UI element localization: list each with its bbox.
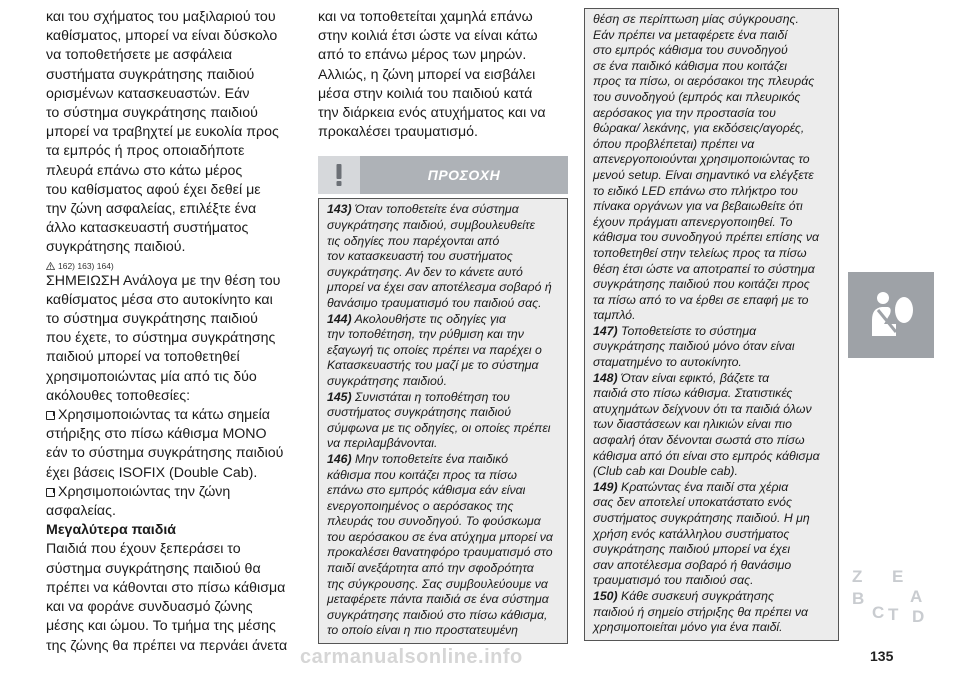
checkbox-bullet-icon [46,488,55,497]
caution-number: 148) [593,370,618,385]
bullet-item-isofix [46,406,308,483]
text-line-content: Παιδιά που έχουν ξεπεράσει το [46,541,241,558]
text-line-content: πρέπει να κάθονται στο πίσω κάθισμα [46,579,286,596]
caution-line [593,137,838,153]
text-line-content: πλευρά επάνω στο κάτω μέρος [46,162,243,179]
watermark: carmanualsonline.info [300,646,523,668]
caution-text: παιδιά στο πίσω κάθισμα. Στατιστικές [593,386,793,401]
caution-text: τραυματισμό του παιδιού σας. [593,573,754,588]
caution-line [593,339,838,355]
text-line-content: την ζώνη ασφαλείας, επιλέξτε ένα [46,201,257,218]
caution-line [593,449,838,465]
caution-text: το οποίο είναι η πιο προστατευμένη [327,623,519,638]
caution-title: ΠΡΟΣΟΧΗ [427,167,501,184]
caution-text: θέση έτσι ώστε να αποτραπεί το σύστημα [593,261,815,276]
caution-line [327,249,567,265]
caution-text: σταματημένο το αυτοκίνητο. [593,355,742,370]
text-line-content: προκαλέσει τραυματισμό. [318,124,478,141]
caution-line [327,358,567,374]
caution-text: σύμφωνα με τις οδηγίες, οι οποίες πρέπει [327,420,551,435]
text-line-content: να τοποθετήσετε με ασφάλεια [46,47,233,64]
caution-line [327,234,567,250]
caution-text: Ακολουθήστε τις οδηγίες για [354,311,506,326]
caution-number: 146) [327,451,352,466]
caution-text: κάθισμα που κοιτάζει προς τα πίσω [327,467,517,482]
letter-tab [848,565,934,635]
text-line [46,329,308,348]
tab-letter: B [852,589,865,608]
text-line-content: ακόλουθες τοποθεσίες: [46,387,191,404]
column-3 [584,8,839,641]
tab-letter: T [888,605,899,624]
text-line [46,560,308,579]
text-line [318,104,568,123]
caution-line [593,215,838,231]
caution-text: συστήματος συγκράτησης παιδιού. Η μη [593,511,810,525]
text-line-content: χρησιμοποιώντας μία από τις δύο [46,368,257,385]
caution-line [593,527,838,543]
caution-line [327,545,567,561]
text-line [46,46,308,65]
caution-line [327,468,567,484]
text-line-content: που έχετε, το σύστημα συγκράτησης [46,330,276,347]
caution-line [327,623,567,639]
text-line [46,66,308,85]
caution-text: προς τα πίσω, οι αερόσακοι της πλευράς [593,74,815,89]
text-line-content: συστήματα συγκράτησης παιδιού [46,66,255,83]
reference-numbers: 162) 163) 164) [58,260,114,271]
text-line [318,27,568,46]
caution-line [327,202,567,218]
caution-text: θώρακα/ λεκάνης, για εκδόσεις/αγορές, [593,121,805,136]
caution-line [593,230,838,246]
caution-line [593,277,838,293]
caution-line [593,511,838,527]
text-line-content: Χρησιμοποιώντας τα κάτω σημεία [58,407,270,424]
caution-line [327,374,567,390]
caution-line [327,265,567,281]
text-line-content: Χρησιμοποιώντας την ζώνη [58,483,231,500]
caution-text: παιδιού ή σημείο στήριξης θα πρέπει να [593,604,809,619]
caution-line [327,343,567,359]
tab-letter: C [872,603,885,622]
text-line-content: στήριξης στο πίσω κάθισμα MONO [46,426,267,443]
caution-number: 143) [327,202,352,217]
caution-text: παιδί ανεξάρτητα από την σφοδρότητα [327,561,534,576]
caution-text: Κατασκευαστής του μαζί με το σύστημα [327,358,539,373]
text-line [46,123,308,142]
text-line [46,483,308,502]
caution-line [593,620,838,636]
caution-line [593,402,838,418]
caution-line [593,199,838,215]
text-line [46,502,308,521]
text-line [46,291,308,310]
caution-text: συγκράτησης παιδιού, συμβουλευθείτε [327,218,535,233]
text-line [46,27,308,46]
caution-line [327,483,567,499]
caution-text: εξαγωγή τις οποίες πρέπει να παρέχει ο [327,342,542,357]
caution-text: Τοποθετείστε το σύστημα [621,323,757,338]
text-line-content: παιδιού μπορεί να τοποθετηθεί [46,349,240,366]
text-line [318,8,568,27]
caution-header [318,156,568,194]
checkbox-bullet-icon [46,411,55,420]
tab-letter: A [910,587,923,606]
caution-text: της σύγκρουσης. Σας συμβουλεύουμε να [327,576,548,591]
caution-text: ατυχημάτων δείχνουν ότι τα παιδιά όλων [593,401,812,416]
warning-icon [330,164,348,186]
caution-line [593,293,838,309]
text-line [46,181,308,200]
caution-text: Εάν πρέπει να μεταφέρετε ένα παιδί [593,27,788,42]
caution-text: μεταφέρετε πάντα παιδιά σε ένα σύστημα [327,592,549,607]
caution-line [327,530,567,546]
caution-line [593,28,838,44]
caution-text: μενού setup. Είναι σημαντικό να ελέγξετε [593,167,814,182]
caution-line [327,296,567,312]
text-line [46,200,308,219]
tab-letter: Z [852,567,863,586]
caution-text: κάθισμα από ότι είναι στο εμπρός κάθισμα [593,448,820,463]
section-heading: Μεγαλύτερα παιδιά [46,522,177,539]
caution-line [593,386,838,402]
caution-text: χρήση ενός κατάλληλου συστήματος [593,526,790,541]
text-line-content: σύστημα συγκράτησης παιδιού θα [46,560,261,577]
text-line [46,348,308,367]
caution-text: να περιλαμβάνονται. [327,436,438,451]
caution-line [593,184,838,200]
caution-line [593,324,838,340]
caution-text: Όταν είναι εφικτό, βάζετε τα [621,370,770,385]
caution-number: 144) [327,311,352,326]
caution-text: στο εμπρός κάθισμα του συνοδηγού [593,43,788,58]
text-line-content: μέσα στην κοιλιά του παιδιού κατά [318,85,533,102]
caution-text: θανάσιμο τραυματισμό του παιδιού σας. [327,295,542,310]
caution-line [327,218,567,234]
caution-line [327,312,567,328]
caution-line [593,74,838,90]
text-line [46,310,308,329]
caution-line [593,355,838,371]
text-line [46,238,308,257]
text-line-content: ΣΗΜΕΙΩΣΗ Ανάλογα με την θέση του [46,272,281,289]
caution-line [593,43,838,59]
text-line [318,85,568,104]
caution-text: ασφαλή όταν δένονται σωστά στο πίσω [593,433,805,448]
text-line-content: στην κοιλιά έτσι ώστε να είναι κάτω [318,28,538,45]
caution-line [593,464,838,480]
caution-line [327,561,567,577]
caution-text: Συνιστάται η τοποθέτηση του [355,389,510,404]
text-line [318,123,568,142]
continuation-paragraph [318,8,568,142]
text-line [46,387,308,406]
text-line-content: μέσης και ώμου. Το τμήμα της μέσης [46,618,276,635]
caution-line [593,262,838,278]
caution-line [593,605,838,621]
caution-text: κάθισμα του συνοδηγού πρέπει επίσης να [593,230,820,245]
caution-line [593,558,838,574]
caution-text: συγκράτησης παιδιού μπορεί να έχει [593,542,791,557]
text-line-content: της ζώνης θα πρέπει να περνάει άνετα [46,637,288,654]
caution-text: ενεργοποιημένος ο αερόσακος της [327,498,514,513]
text-line-content: μπορεί να τραβηχτεί με ευκολία προς [46,124,279,141]
caution-text: ταμπλό. [593,308,636,323]
page-number: 135 [870,648,894,664]
caution-number: 149) [593,479,618,494]
caution-line [593,308,838,324]
caution-line [593,12,838,28]
caution-text: μπορεί να έχει σαν αποτέλεσμα σοβαρό ή [327,280,552,295]
caution-text: συγκράτησης παιδιού που κοιτάζει προς [593,277,810,292]
caution-text: χρησιμοποιείται μόνο για ένα παιδί. [593,620,783,635]
caution-line [593,106,838,122]
section-tab [848,272,934,358]
text-line [46,637,308,656]
caution-line [593,417,838,433]
caution-line [327,436,567,452]
text-line [46,425,308,444]
text-line-content: το σύστημα συγκράτησης παιδιού [46,311,258,328]
caution-line [593,480,838,496]
bullet-item-seatbelt [46,483,308,521]
caution-text: την τοποθέτηση, την ρύθμιση και την [327,327,524,342]
caution-text: Κάθε συσκευή συγκράτησης [621,588,774,603]
caution-line [327,327,567,343]
caution-text: συγκράτησης παιδιού μόνο όταν είναι [593,339,795,354]
text-line-content: την διάρκεια ενός ατυχήματος και να [318,105,546,122]
caution-icon-box [318,156,360,194]
column-2 [318,8,568,644]
caution-text: τον κατασκευαστή του συστήματος [327,249,513,264]
note-paragraph [46,272,308,406]
text-line-content: Αλλιώς, η ζώνη μπορεί να εισβάλει [318,66,536,83]
caution-text: (Club cab και Double cab). [593,464,738,479]
text-line [46,219,308,238]
text-line-content: καθίσματος μέσα στο αυτοκίνητο και [46,291,273,308]
text-line [46,579,308,598]
caution-number: 145) [327,389,352,404]
text-line [46,598,308,617]
caution-line [593,152,838,168]
text-line [46,464,308,483]
text-line-content: ορισμένων κατασκευαστών. Εάν [46,85,250,102]
text-line-content: καθίσματος, μπορεί να είναι δύσκολο [46,28,278,45]
text-line [46,272,308,291]
warning-icon [46,262,55,270]
caution-line [593,59,838,75]
caution-text: θέση σε περίπτωση μίας σύγκρουσης. [593,12,799,26]
text-line [46,406,308,425]
text-line [46,540,308,559]
caution-text: όπου προβλέπεται) πρέπει να [593,136,755,151]
text-line-content: και να φοράνε συνδυασμό ζώνης [46,599,253,616]
caution-line [593,168,838,184]
caution-text: επάνω στο εμπρός κάθισμα εάν είναι [327,483,526,498]
caution-text: προκαλέσει θανατηφόρο τραυματισμό στο [327,545,553,560]
caution-line [593,90,838,106]
caution-line [327,608,567,624]
text-line [46,142,308,161]
caution-text: τις οδηγίες που παρέχονται από [327,233,500,248]
caution-text: τα πίσω από το να έρθει σε επαφή με το [593,292,809,307]
caution-text: του αερόσακου σε ένα ατύχημα μπορεί να [327,529,553,544]
caution-line [327,405,567,421]
caution-number: 147) [593,323,618,338]
caution-line [327,514,567,530]
caution-text: Μην τοποθετείτε ένα παιδικό [355,451,509,466]
caution-text: των διαστάσεων και ηλικιών είναι πιο [593,417,793,432]
column-1 [46,8,308,656]
caution-line [593,121,838,137]
caution-line [593,495,838,511]
older-children-paragraph [46,540,308,655]
text-line [46,8,308,27]
text-line-content: έχει βάσεις ISOFIX (Double Cab). [46,464,258,481]
caution-box-continued [584,8,839,641]
text-line [46,162,308,181]
caution-line [593,542,838,558]
caution-text: σε ένα παιδικό κάθισμα που κοιτάζει [593,58,788,73]
caution-line [593,246,838,262]
caution-text: συγκράτησης. Αν δεν το κάνετε αυτό [327,264,523,279]
caution-number: 150) [593,588,618,603]
text-line-content: τα εμπρός ή προς οποιαδήποτε [46,143,245,160]
text-line-content: από το επάνω μέρος των μηρών. [318,47,527,64]
text-line-content: εάν το σύστημα συγκράτησης παιδιού [46,445,284,462]
text-line-content: άλλο κατασκευαστή συστήματος [46,220,249,237]
caution-line [327,577,567,593]
text-line [46,617,308,636]
caution-text: συγκράτησης παιδιού στο πίσω κάθισμα, [327,607,548,622]
caution-line [327,421,567,437]
caution-box [318,198,568,644]
text-line [318,46,568,65]
caution-line [593,589,838,605]
caution-text: τοποθετηθεί στην τελείως προς τα πίσω [593,245,807,260]
text-line [46,85,308,104]
caution-references [46,261,308,272]
tab-letter: E [892,567,904,586]
caution-line [327,592,567,608]
caution-line [593,573,838,589]
caution-line [593,433,838,449]
caution-line [327,452,567,468]
text-line-content: συγκράτησης παιδιού. [46,239,186,256]
caution-text: αερόσακος για την προστασία του [593,105,776,120]
caution-text: έχουν πράγματι απενεργοποιηθεί. Το [593,214,793,229]
intro-paragraph [46,8,308,258]
caution-text: πλευράς του συνοδηγού. Το φούσκωμα [327,514,541,529]
caution-text: του συνοδηγού (εμπρός και πλευρικός [593,89,801,104]
caution-text: το ειδικό LED επάνω στο πλήκτρο του [593,183,798,198]
caution-text: σαν αποτέλεσμα σοβαρό ή θανάσιμο [593,557,792,572]
text-line-content: και να τοποθετείται χαμηλά επάνω [318,9,533,25]
caution-line [327,390,567,406]
text-line-content: το σύστημα συγκράτησης παιδιού [46,105,258,122]
caution-text: σας δεν αποτελεί υποκατάστατο ενός [593,495,792,510]
caution-text: απενεργοποιούνται χρησιμοποιώντας το [593,152,810,167]
caution-text: συστήματος συγκράτησης παιδιού [327,405,511,420]
caution-line [327,499,567,515]
caution-text: συγκράτησης παιδιού. [327,373,447,388]
text-line [46,104,308,123]
text-line [46,444,308,463]
caution-line [327,280,567,296]
caution-text: πίνακα οργάνων για να βεβαιωθείτε ότι [593,199,803,214]
caution-text: Όταν τοποθετείτε ένα σύστημα [355,202,519,217]
tab-letter: D [912,607,925,626]
caution-text: Κρατώντας ένα παιδί στα χέρια [621,479,789,494]
text-line-content: και του σχήματος του μαξιλαριού του [46,9,276,25]
airbag-seat-icon [866,290,916,340]
text-line [318,66,568,85]
text-line-content: του καθίσματος αφού έχει δεθεί με [46,181,261,198]
caution-line [593,371,838,387]
text-line-content: ασφαλείας. [46,503,116,520]
text-line [46,368,308,387]
